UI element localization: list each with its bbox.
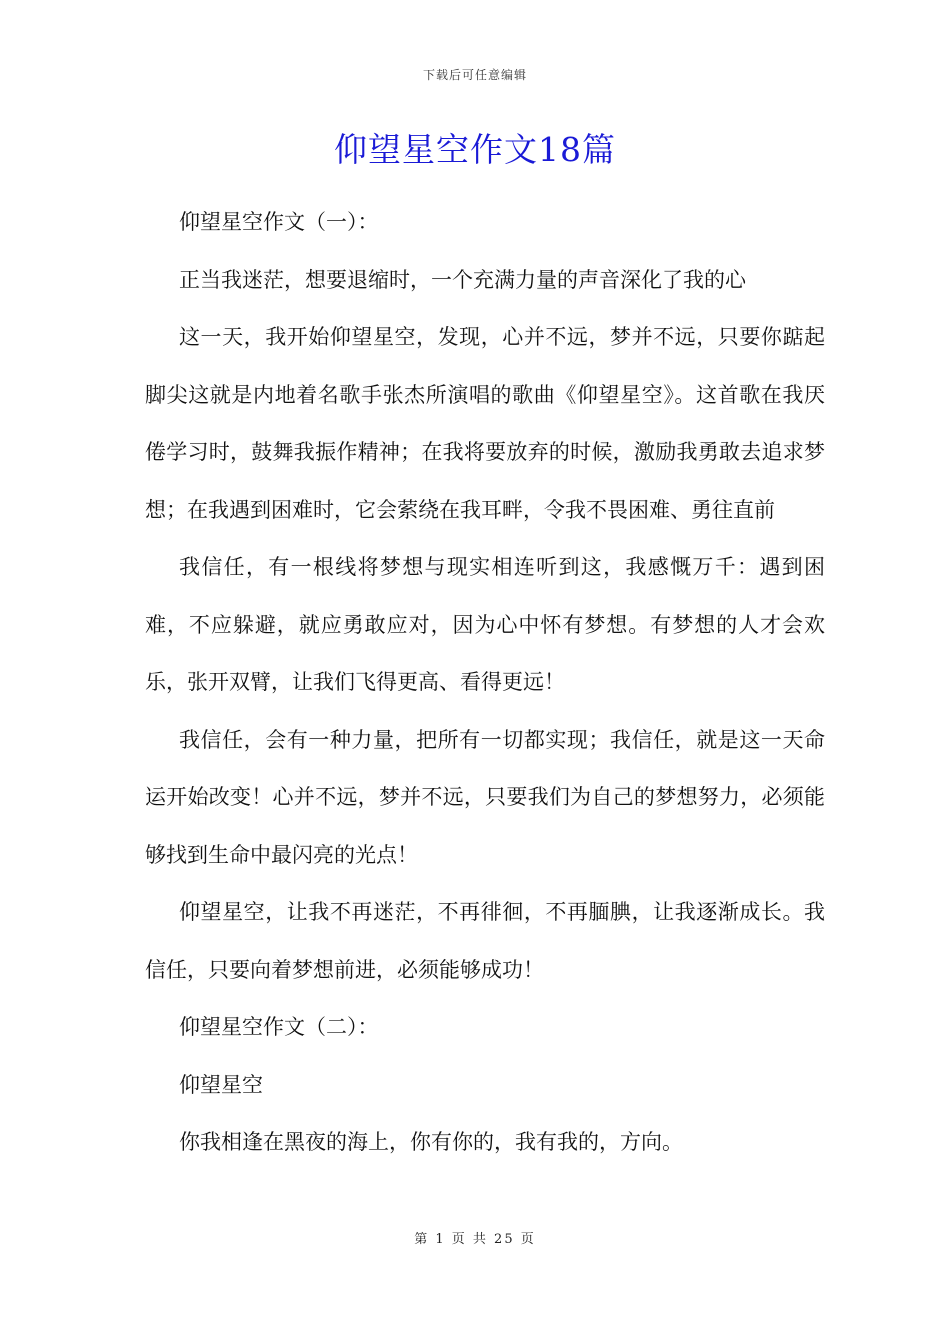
paragraph: 你我相逢在黑夜的海上，你有你的，我有我的，方向。	[179, 1130, 683, 1154]
paragraph: 仰望星空	[179, 1072, 263, 1097]
paragraph: 仰望星空，让我不再迷茫，不再徘徊，不再腼腆，让我逐渐成长。我信任，只要向着梦想前进，必须能够成功！	[145, 900, 825, 982]
paragraph: 我信任，有一根线将梦想与现实相连听到这，我感慨万千：遇到困难，不应躲避，就应勇敢应对，因为心中怀有梦想。有梦想的人才会欢乐，张开双臂，让我们飞得更高、看得更远！	[145, 555, 825, 694]
page-footer: 第 1 页 共 25 页	[414, 1232, 536, 1247]
paragraph: 正当我迷茫，想要退缩时，一个充满力量的声音深化了我的心	[179, 267, 746, 292]
document-body	[145, 194, 825, 1172]
section-heading: 仰望星空作文（一）：	[179, 210, 379, 234]
document-title: 仰望星空作文18篇	[334, 130, 616, 169]
header-note: 下载后可任意编辑	[422, 68, 527, 82]
section-heading: 仰望星空作文（二）：	[179, 1015, 379, 1039]
paragraph: 这一天，我开始仰望星空，发现，心并不远，梦并不远，只要你踮起脚尖这就是内地着名歌手张杰所演唱的歌曲《仰望星空》。这首歌在我厌倦学习时，鼓舞我振作精神；在我将要放弃的时候，激励我勇敢去追求梦想；在我遇到困难时，它会萦绕在我耳畔，令我不畏困难、勇往直前	[145, 325, 825, 522]
paragraph: 我信任，会有一种力量，把所有一切都实现；我信任，就是这一天命运开始改变！心并不远，梦并不远，只要我们为自己的梦想努力，必须能够找到生命中最闪亮的光点！	[145, 727, 825, 867]
